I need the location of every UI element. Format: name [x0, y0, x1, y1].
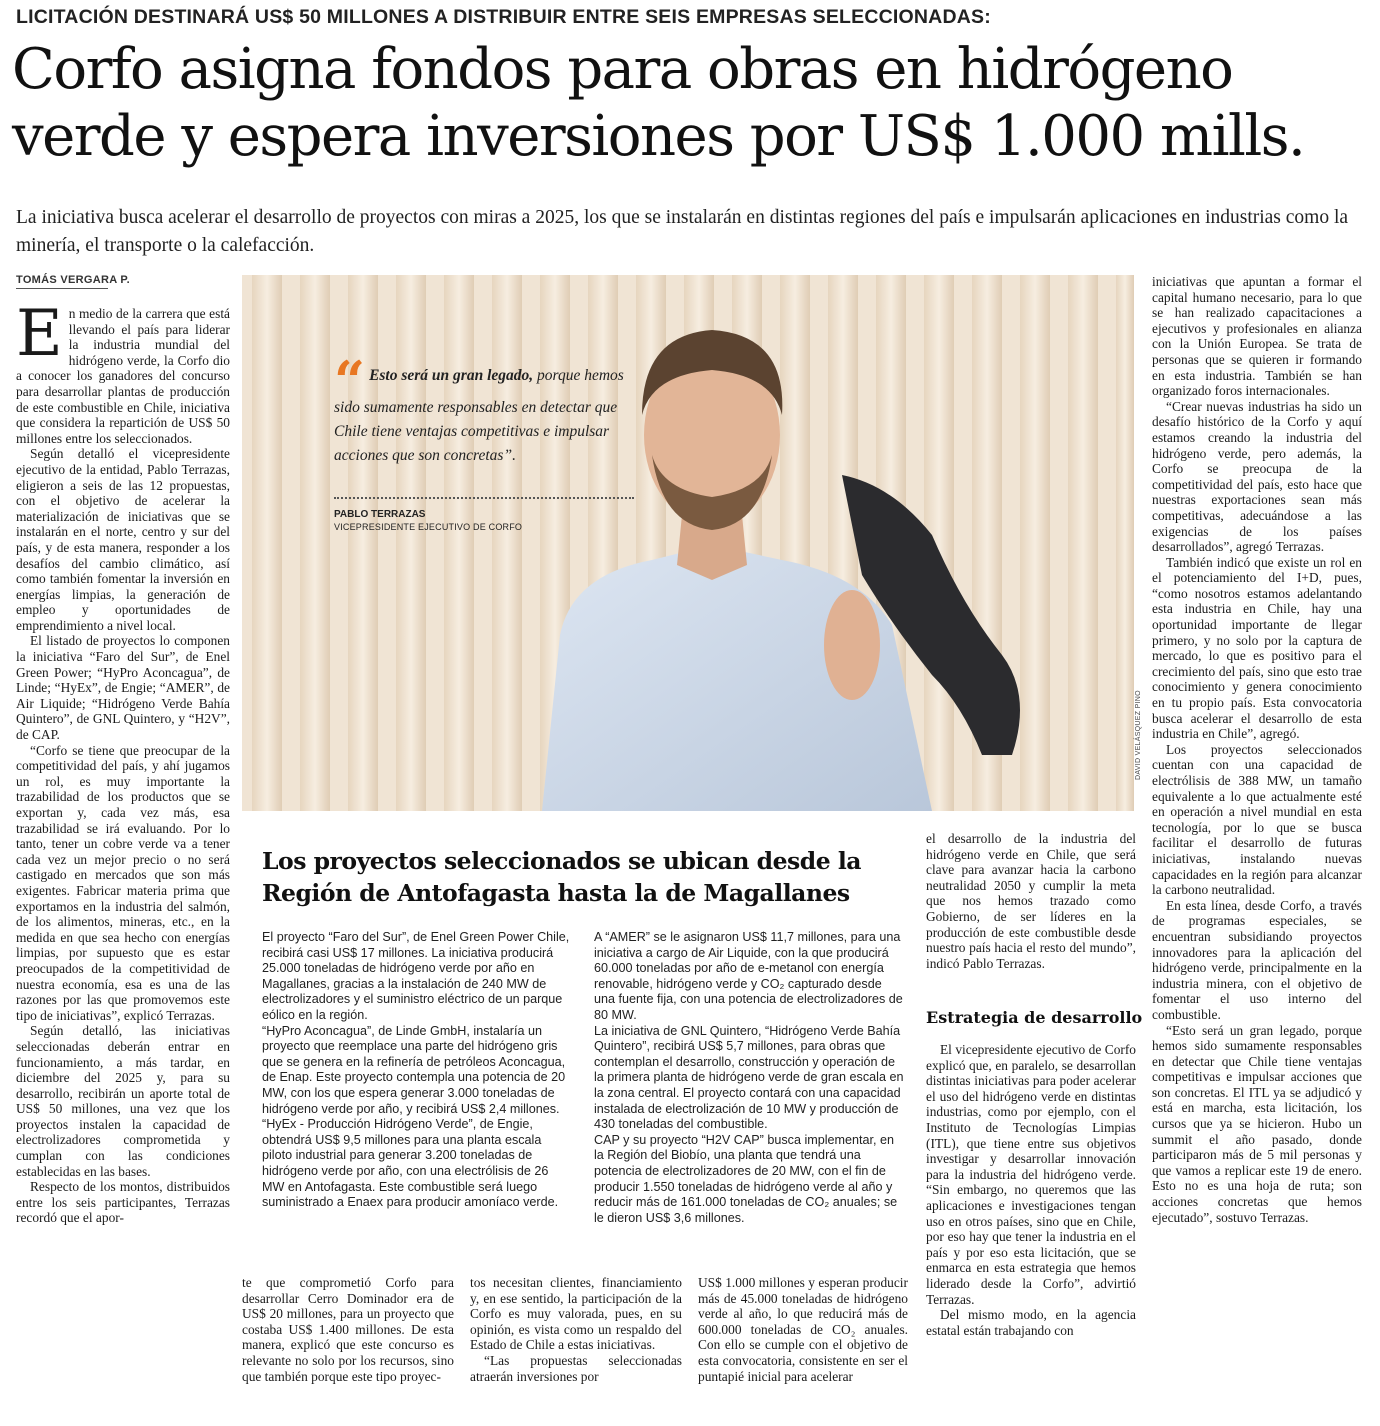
article-column-2 — [242, 1275, 454, 1420]
kicker: LICITACIÓN DESTINARÁ US$ 50 MILLONES A DISTRIBUIR ENTRE SEIS EMPRESAS SELECCIONADAS: — [16, 6, 991, 28]
paragraph: Los proyectos seleccionados cuentan con una capacidad de electrólisis de 388 MW, un tamaño equivalente a lo que actualmente esté en operación a nivel mundial en esta tecnología, por lo que se busca facilitar el desarrollo de futuras iniciativas, instalando nuevas capacidades en la región para alcanzar la carbono neutralidad. — [1152, 741, 1362, 898]
article-column-5 — [926, 1042, 1136, 1420]
paragraph: Del mismo modo, en la agencia estatal están trabajando con — [926, 1307, 1136, 1338]
paragraph: El vicepresidente ejecutivo de Corfo explicó que, en paralelo, se desarrollan distintas iniciativas para poder acelerar el uso del hidrógeno verde en distintas industrias, como por ejemplo, con el Instituto de Tecnologías Limpias (ITL), que tiene entre sus objetivos investigar y desarrollar innovación para la industria del hidrógeno verde. “Sin embargo, no queremos que las aplicaciones e investigaciones tengan uso en otros países, sino que en Chile, por eso hay que tener la industria en el país y por eso esta licitación, que se enmarca en esta estrategia que hemos liderado desde la Corfo”, advirtió Terrazas. — [926, 1042, 1136, 1307]
photo-illustration — [242, 275, 1134, 811]
paragraph: “Esto será un gran legado, porque hemos sido sumamente responsables en detectar que Chile tiene ventajas competitivas e impulsar acciones que son concretas. El ITL ya se adjudicó y está en marcha, esta licitación, los cursos que ya se hicieron. Hubo un summit el año pasado, donde participaron más de 5 mil personas y que vamos a replicar este 19 de enero. Esto no es una hoja de ruta; son acciones concretas que hemos ejecutado”, sostuvo Terrazas. — [1152, 1022, 1362, 1225]
pull-quote — [334, 349, 634, 468]
byline: TOMÁS VERGARA P. — [16, 274, 130, 289]
paragraph: En esta línea, desde Corfo, a través de programas especiales, se encuentran subsidiando proyectos innovadores para la aplicación del hidrógeno verde, principalmente en la industria minera, con el objetivo de fomentar el uso interno del combustible. — [1152, 897, 1362, 1022]
article-column-4 — [698, 1275, 908, 1420]
article-column-1 — [16, 306, 230, 1421]
paragraph: “Corfo se tiene que preocupar de la competitividad del país, y ahí jugamos un rol, es muy importante la trazabilidad de los productos que se exportan y, cada vez más, esa trazabilidad se irá evaluando. Por lo tanto, tener un cobre verde va a tener cada vez un mejor precio o no será castigado en mercados que son más exigentes. Fabricar materia prima que exportamos en la industria del salmón, de los alimentos, mineras, etc., en la medida en que sea hecho con energías limpias, por supuesto que es estar preocupados de la competitividad de nuestra economía, esa es una de las razones por las que promovemos este tipo de iniciativas”, explicó Terrazas. — [16, 742, 230, 1023]
quote-mark-icon: “ — [334, 349, 366, 413]
paragraph: “Crear nuevas industrias ha sido un desafío histórico de la Corfo y aquí estamos creando la industria del hidrógeno verde, pero además, la Corfo se preocupa de la competitividad del país, esto hace que nuestras exportaciones sean más competitivas, adecuándose a las exigencias de los países desarrollados”, agregó Terrazas. — [1152, 398, 1362, 555]
article-column-5-top — [926, 831, 1136, 1009]
section-subhead: Estrategia de desarrollo — [926, 1008, 1143, 1027]
headline — [12, 36, 1372, 170]
box-column-right — [594, 930, 906, 1226]
paragraph: Respecto de los montos, distribuidos entre los seis participantes, Terrazas recordó que el apor- — [16, 1179, 230, 1226]
box-paragraph: “HyPro Aconcagua”, de Linde GmbH, instalaría un proyecto que reemplace una parte del hidrógeno gris que se genera en la refinería de petróleos Aconcagua, de Enap. Este proyecto contempla una potencia de 20 MW, con los que espera generar 3.000 toneladas de hidrógeno verde por año, y recibirá US$ 2,4 millones. — [262, 1023, 566, 1116]
quote-attribution-name: PABLO TERRAZAS — [334, 509, 426, 520]
headline-line-1: Corfo asigna fondos para obras en hidrógeno — [12, 37, 1233, 102]
paragraph: Según detalló, las iniciativas seleccionadas deberán entrar en funcionamiento, a más tardar, en diciembre del 2025 y, para su desarrollo, recibirán un aporte total de US$ 50 millones, una vez que los proyectos instalen la capacidad de electrolizadores comprometida y cumplan con las condiciones establecidas en las bases. — [16, 1023, 230, 1179]
article-column-3 — [470, 1275, 682, 1420]
box-paragraph: La iniciativa de GNL Quintero, “Hidrógeno Verde Bahía Quintero”, recibirá US$ 5,7 millones, para obras que contemplan el desarrollo, construcción y operación de la primera planta de hidrógeno verde de gran escala en la zona central. El proyecto contará con una capacidad instalada de electrolización de 10 MW y producción de 430 toneladas del combustible. — [594, 1023, 904, 1132]
box-title: Los proyectos seleccionados se ubican desde la Región de Antofagasta hasta la de Magallanes — [262, 847, 862, 907]
portrait-photo — [242, 275, 1134, 811]
pull-quote-text: porque hemos sido sumamente responsables en detectar que Chile tiene ventajas competitivas e impulsar acciones que son concretas”. — [334, 367, 624, 464]
paragraph: tos necesitan clientes, financiamiento y, en ese sentido, la participación de la Corfo es muy valorada, pues, en su opinión, es vista como un respaldo del Estado de Chile a estas iniciativas. — [470, 1275, 682, 1353]
deck: La iniciativa busca acelerar el desarrollo de proyectos con miras a 2025, los que se instalarán en distintas regiones del país e impulsarán aplicaciones en industrias como la minería, el transporte o la calefacción. — [16, 207, 1349, 256]
paragraph: US$ 1.000 millones y esperan producir más de 45.000 toneladas de hidrógeno verde al año, lo que reducirá más de 600.000 toneladas de CO₂ anuales. Con ello se cumple con el objetivo de esta convocatoria, consistente en ser el puntapié inicial para acelerar — [698, 1275, 908, 1384]
paragraph: “Las propuestas seleccionadas atraerán inversiones por — [470, 1352, 682, 1384]
quote-divider — [334, 497, 634, 499]
paragraph: iniciativas que apuntan a formar el capital humano necesario, para lo que se han realizado capacitaciones a ejecutivos y profesionales en alianza con la Unión Europea. Se trata de personas que se quieren ir formando en esta industria. También se han organizado foros internacionales. — [1152, 274, 1362, 399]
paragraph: Según detalló el vicepresidente ejecutivo de la entidad, Pablo Terrazas, eligieron a seis de las 12 propuestas, con el objetivo de acelerar la materialización de iniciativas que se instalarán en el norte, centro y sur del país, y de esta manera, responder a los desafíos del cambio climático, así como también fomentar la inversión en energías limpias, la generación de empleo y oportunidades de emprendimiento a nivel local. — [16, 446, 230, 633]
box-paragraph: CAP y su proyecto “H2V CAP” busca implementar, en la Región del Biobío, una planta que tendrá una potencia de electrolizadores de 20 MW, con el fin de producir 1.550 toneladas de hidrógeno verde al año y reducir más de 161.000 toneladas de CO₂ anuales; se le dieron US$ 3,6 millones. — [594, 1132, 898, 1225]
paragraph: También indicó que existe un rol en el potenciamiento del I+D, pues, “como nosotros estamos adelantando esta industria en Chile, hay una oportunidad importante de llegar primero, y no solo por la captura de mercado, lo que es positivo para el crecimiento del país, sino que esto trae conocimiento y genera conocimiento en tu propio país. Esta convocatoria busca acelerar el desarrollo de esta industria en Chile”, agregó. — [1152, 554, 1362, 742]
paragraph: te que comprometió Corfo para desarrollar Cerro Dominador era de US$ 20 millones, para un proyecto que costaba US$ 1.400 millones. De esta manera, explicó que este concurso es relevante no solo por los recursos, sino que también porque este tipo proyec- — [242, 1275, 454, 1384]
box-paragraph: A “AMER” se le asignaron US$ 11,7 millones, para una iniciativa a cargo de Air Liquide, con la que producirá 60.000 toneladas por año de e-metanol con energía renovable, hidrógeno verde y CO₂ capturado desde una fuente fija, con una potencia de electrolizadores de 80 MW. — [594, 930, 903, 1022]
box-paragraph: El proyecto “Faro del Sur”, de Enel Green Power Chile, recibirá casi US$ 17 millones. La iniciativa producirá 25.000 toneladas de hidrógeno verde por año en Magallanes, gracias a la instalación de 240 MW de electrolizadores y el suministro eléctrico de un parque eólico en la región. — [262, 930, 570, 1022]
box-paragraph: “HyEx - Producción Hidrógeno Verde”, de Engie, obtendrá US$ 9,5 millones para una planta escala piloto industrial para generar 3.200 toneladas de hidrógeno verde por año, con una electrólisis de 26 MW en Antofagasta. Este combustible será luego suministrado a Enaex para producir amoníaco verde. — [262, 1117, 559, 1210]
paragraph: El listado de proyectos lo componen la iniciativa “Faro del Sur”, de Enel Green Power; “HyPro Aconcagua”, de Linde; “HyEx”, de Engie; “AMER”, de Air Liquide; “Hidrógeno Verde Bahía Quintero”, de GNL Quintero, y “H2V”, de CAP. — [16, 633, 230, 743]
pull-quote-lead: Esto será un gran legado, — [369, 367, 534, 384]
drop-cap: E — [16, 306, 63, 371]
headline-line-2: verde y espera inversiones por US$ 1.000 mills. — [12, 104, 1305, 169]
quote-attribution-role: VICEPRESIDENTE EJECUTIVO DE CORFO — [334, 522, 523, 532]
box-column-left — [262, 930, 572, 1211]
article-column-6 — [1152, 274, 1362, 1422]
photo-credit: DAVID VELÁSQUEZ PINO — [1135, 690, 1142, 780]
lead-paragraph: En medio de la carrera que está llevando el país para liderar la industria mundial del hidrógeno verde, la Corfo dio a conocer los ganadores del concurso para desarrollar plantas de producción de este combustible en Chile, iniciativa que considera la repartición de US$ 50 millones entre los seleccionados. — [16, 306, 230, 446]
paragraph: el desarrollo de la industria del hidrógeno verde en Chile, que será clave para avanzar hacia la carbono neutralidad 2050 y cumplir la meta que nos hemos trazado como Gobierno, de ser líderes en la producción de este combustible desde nuestro país hacia el resto del mundo”, indicó Pablo Terrazas. — [926, 831, 1136, 971]
